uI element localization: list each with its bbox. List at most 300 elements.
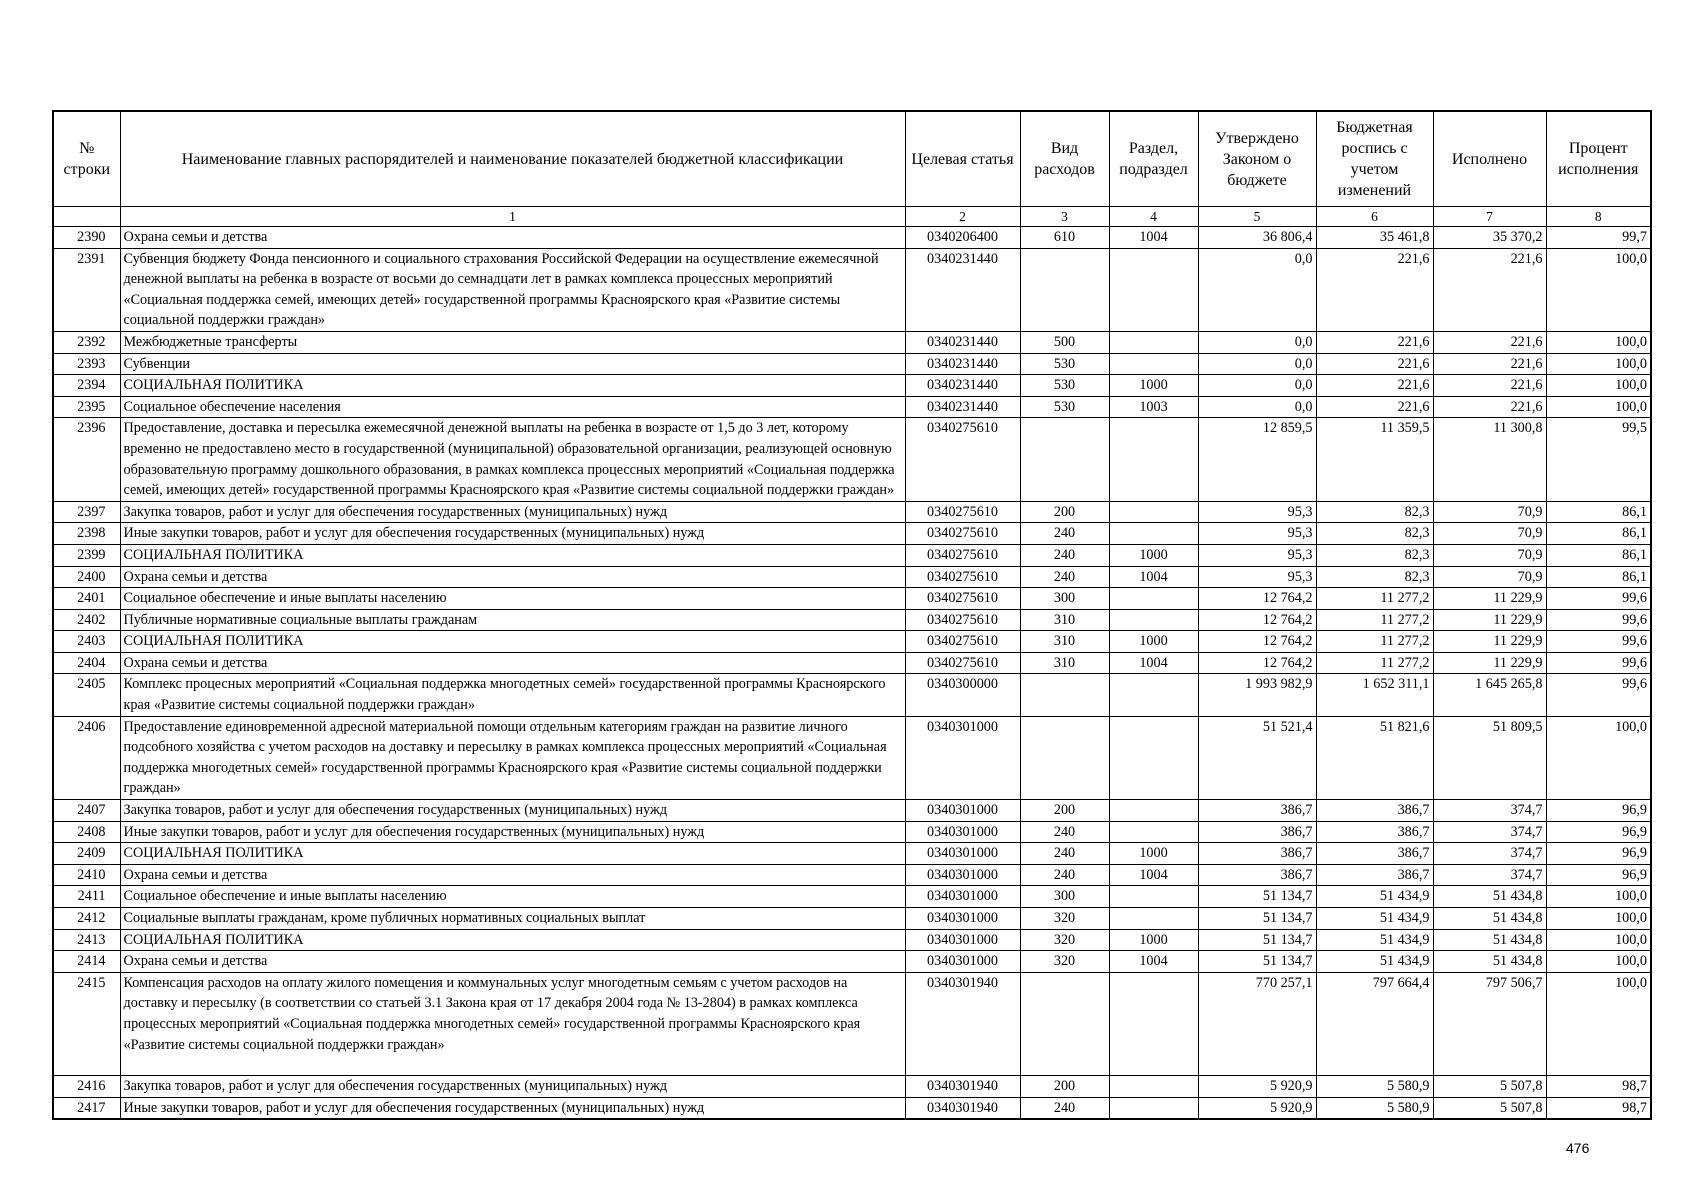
row-budget-schedule	[1316, 864, 1433, 886]
row-percent-text: 99,6	[1622, 590, 1647, 607]
row-executed-text: 374,7	[1510, 845, 1543, 862]
row-number	[53, 843, 120, 865]
row-approved	[1198, 843, 1316, 865]
row-target-article-text: 0340275610	[927, 503, 998, 520]
row-approved	[1198, 864, 1316, 886]
row-budget-schedule-text: 82,3	[1404, 546, 1430, 563]
row-executed-text: 70,9	[1517, 546, 1543, 563]
row-target-article-text: 0340231440	[927, 250, 998, 267]
row-approved-text: 12 859,5	[1262, 420, 1313, 437]
row-approved	[1198, 652, 1316, 674]
row-name-text: Охрана семьи и детства	[123, 654, 268, 671]
row-executed-text: 5 507,8	[1499, 1099, 1543, 1116]
row-number-text: 2417	[77, 1099, 106, 1116]
row-expense-type	[1020, 631, 1109, 653]
row-expense-type-text: 310	[1053, 633, 1076, 650]
row-executed-text: 221,6	[1510, 333, 1543, 350]
row-expense-type	[1020, 375, 1109, 397]
row-budget-schedule-text: 11 277,2	[1380, 654, 1430, 671]
row-name-text: Социальное обеспечение и иные выплаты населению	[123, 590, 447, 607]
row-budget-schedule-text: 5 580,9	[1386, 1099, 1430, 1116]
row-section	[1109, 843, 1198, 865]
row-percent	[1546, 227, 1651, 249]
row-percent	[1546, 353, 1651, 375]
row-executed	[1433, 716, 1546, 799]
column-number: 8	[1546, 207, 1651, 227]
row-approved	[1198, 716, 1316, 799]
row-expense-type	[1020, 674, 1109, 716]
row-number	[53, 908, 120, 930]
row-name	[120, 609, 905, 631]
row-executed-text: 374,7	[1510, 802, 1543, 819]
row-budget-schedule-text: 11 359,5	[1380, 420, 1430, 437]
row-target-article-text: 0340231440	[927, 377, 998, 394]
row-expense-type-text: 200	[1053, 802, 1076, 819]
row-executed	[1433, 951, 1546, 973]
row-approved-text: 386,7	[1280, 866, 1313, 883]
row-approved-text: 5 920,9	[1269, 1078, 1313, 1095]
row-budget-schedule-text: 386,7	[1397, 845, 1430, 862]
row-expense-type	[1020, 929, 1109, 951]
row-budget-schedule-text: 51 434,9	[1379, 910, 1430, 926]
row-section	[1109, 1076, 1198, 1098]
table-row	[53, 674, 1651, 716]
row-percent	[1546, 396, 1651, 418]
header-section: Раздел, подраздел	[1109, 111, 1198, 207]
row-expense-type	[1020, 396, 1109, 418]
row-executed-text: 5 507,8	[1499, 1078, 1543, 1095]
row-number	[53, 886, 120, 908]
header-row-number: № строки	[53, 111, 120, 207]
row-section	[1109, 609, 1198, 631]
table-row	[53, 396, 1651, 418]
table-row	[53, 248, 1651, 331]
row-target-article-text: 0340275610	[927, 525, 998, 542]
row-percent	[1546, 886, 1651, 908]
table-row	[53, 886, 1651, 908]
row-approved-text: 95,3	[1287, 546, 1313, 563]
row-executed	[1433, 396, 1546, 418]
row-number-text: 2399	[77, 546, 106, 563]
row-budget-schedule	[1316, 821, 1433, 843]
row-name	[120, 544, 905, 566]
row-name	[120, 501, 905, 523]
table-row	[53, 566, 1651, 588]
row-expense-type	[1020, 1076, 1109, 1098]
row-approved-text: 51 134,7	[1262, 953, 1313, 970]
row-name	[120, 588, 905, 610]
row-approved	[1198, 544, 1316, 566]
row-approved-text: 12 764,2	[1262, 611, 1313, 628]
row-expense-type	[1020, 418, 1109, 501]
row-target-article-text: 0340275610	[927, 590, 998, 607]
row-name	[120, 331, 905, 353]
row-expense-type	[1020, 523, 1109, 545]
row-target-article	[905, 523, 1020, 545]
row-percent	[1546, 418, 1651, 501]
row-approved	[1198, 331, 1316, 353]
row-approved	[1198, 248, 1316, 331]
row-number-text: 2416	[77, 1078, 106, 1095]
row-name-text: СОЦИАЛЬНАЯ ПОЛИТИКА	[123, 931, 304, 948]
row-percent	[1546, 674, 1651, 716]
row-approved	[1198, 396, 1316, 418]
row-approved	[1198, 821, 1316, 843]
row-percent	[1546, 566, 1651, 588]
row-budget-schedule	[1316, 544, 1433, 566]
row-executed	[1433, 674, 1546, 716]
row-executed-text: 11 229,9	[1493, 590, 1543, 607]
row-expense-type	[1020, 353, 1109, 375]
row-number-text: 2394	[77, 377, 106, 394]
row-target-article	[905, 375, 1020, 397]
row-budget-schedule-text: 11 277,2	[1380, 590, 1430, 607]
row-executed-text: 11 229,9	[1493, 654, 1543, 671]
table-row	[53, 588, 1651, 610]
column-number: 5	[1198, 207, 1316, 227]
row-number	[53, 544, 120, 566]
row-percent-text: 99,6	[1622, 611, 1647, 628]
row-expense-type	[1020, 652, 1109, 674]
row-section	[1109, 418, 1198, 501]
table-row	[53, 929, 1651, 951]
row-budget-schedule-text: 221,6	[1397, 333, 1430, 350]
row-expense-type-text: 310	[1053, 611, 1076, 628]
row-percent	[1546, 929, 1651, 951]
row-budget-schedule-text: 35 461,8	[1379, 229, 1430, 245]
row-target-article	[905, 821, 1020, 843]
row-target-article-text: 0340301000	[927, 910, 998, 926]
row-expense-type-text: 240	[1053, 1099, 1076, 1116]
row-executed-text: 374,7	[1510, 823, 1543, 840]
row-approved-text: 36 806,4	[1262, 229, 1313, 245]
row-approved	[1198, 609, 1316, 631]
row-approved	[1198, 1076, 1316, 1098]
row-percent	[1546, 800, 1651, 822]
row-target-article-text: 0340275610	[927, 420, 998, 437]
row-expense-type	[1020, 886, 1109, 908]
row-executed-text: 221,6	[1510, 377, 1543, 394]
row-section-text: 1000	[1139, 633, 1168, 650]
header-executed: Исполнено	[1433, 111, 1546, 207]
row-name-text: Иные закупки товаров, работ и услуг для обеспечения государственных (муниципальных) нужд	[123, 823, 705, 840]
row-name-text: СОЦИАЛЬНАЯ ПОЛИТИКА	[123, 377, 304, 394]
row-budget-schedule	[1316, 972, 1433, 1075]
row-approved-text: 12 764,2	[1262, 654, 1313, 671]
row-expense-type	[1020, 609, 1109, 631]
row-expense-type-text: 610	[1053, 229, 1076, 245]
row-name	[120, 631, 905, 653]
row-number-text: 2415	[77, 974, 106, 991]
row-number-text: 2393	[77, 355, 106, 372]
row-target-article	[905, 227, 1020, 249]
row-approved	[1198, 501, 1316, 523]
header-budget-schedule: Бюджетная роспись с учетом изменений	[1316, 111, 1433, 207]
row-section	[1109, 800, 1198, 822]
row-target-article-text: 0340301000	[927, 823, 998, 840]
table-row	[53, 523, 1651, 545]
row-name	[120, 566, 905, 588]
column-number: 2	[905, 207, 1020, 227]
row-percent	[1546, 609, 1651, 631]
row-percent-text: 100,0	[1615, 910, 1647, 926]
row-number-text: 2410	[77, 866, 106, 883]
row-percent	[1546, 716, 1651, 799]
row-target-article	[905, 972, 1020, 1075]
row-expense-type-text: 530	[1053, 377, 1076, 394]
row-executed	[1433, 523, 1546, 545]
column-number: 3	[1020, 207, 1109, 227]
row-approved	[1198, 674, 1316, 716]
row-percent-text: 100,0	[1615, 718, 1647, 735]
row-percent-text: 99,7	[1622, 229, 1647, 245]
row-executed	[1433, 501, 1546, 523]
row-approved-text: 12 764,2	[1262, 633, 1313, 650]
row-approved-text: 95,3	[1287, 525, 1313, 542]
row-section	[1109, 908, 1198, 930]
row-approved-text: 386,7	[1280, 802, 1313, 819]
row-budget-schedule-text: 5 580,9	[1386, 1078, 1430, 1095]
table-row	[53, 375, 1651, 397]
row-number	[53, 674, 120, 716]
row-target-article	[905, 908, 1020, 930]
header-name: Наименование главных распорядителей и наименование показателей бюджетной классификации	[120, 111, 905, 207]
row-section	[1109, 652, 1198, 674]
row-percent-text: 100,0	[1615, 974, 1647, 991]
row-percent	[1546, 821, 1651, 843]
row-budget-schedule	[1316, 375, 1433, 397]
row-approved	[1198, 418, 1316, 501]
row-number-text: 2403	[77, 633, 106, 650]
row-number-text: 2390	[77, 229, 106, 245]
row-name	[120, 1076, 905, 1098]
row-number	[53, 652, 120, 674]
row-number-text: 2411	[77, 888, 106, 905]
row-number-text: 2413	[77, 931, 106, 948]
table-row	[53, 864, 1651, 886]
row-percent	[1546, 523, 1651, 545]
row-budget-schedule-text: 51 821,6	[1379, 718, 1430, 735]
table-row	[53, 821, 1651, 843]
row-expense-type-text: 240	[1053, 823, 1076, 840]
row-name-text: Охрана семьи и детства	[123, 568, 268, 585]
row-target-article-text: 0340301000	[927, 802, 998, 819]
row-executed-text: 70,9	[1517, 568, 1543, 585]
row-number	[53, 353, 120, 375]
row-percent-text: 99,6	[1622, 633, 1647, 650]
row-expense-type	[1020, 908, 1109, 930]
row-target-article	[905, 652, 1020, 674]
row-budget-schedule-text: 386,7	[1397, 866, 1430, 883]
row-extra-space	[124, 1055, 903, 1075]
row-expense-type-text: 320	[1053, 953, 1076, 970]
row-executed	[1433, 375, 1546, 397]
row-number	[53, 523, 120, 545]
row-section	[1109, 716, 1198, 799]
table-row	[53, 227, 1651, 249]
row-number	[53, 864, 120, 886]
row-section-text: 1000	[1139, 546, 1168, 563]
row-name	[120, 652, 905, 674]
row-budget-schedule	[1316, 523, 1433, 545]
row-expense-type-text: 500	[1053, 333, 1076, 350]
row-name-text: СОЦИАЛЬНАЯ ПОЛИТИКА	[123, 546, 304, 563]
row-budget-schedule	[1316, 652, 1433, 674]
row-approved	[1198, 375, 1316, 397]
row-number	[53, 716, 120, 799]
row-target-article-text: 0340301940	[927, 1099, 998, 1116]
row-number-text: 2405	[77, 676, 106, 693]
row-target-article-text: 0340301000	[927, 953, 998, 970]
row-number	[53, 951, 120, 973]
header-expense-type: Вид расходов	[1020, 111, 1109, 207]
row-section	[1109, 501, 1198, 523]
row-number-text: 2412	[77, 910, 106, 926]
row-target-article	[905, 1076, 1020, 1098]
row-name	[120, 716, 905, 799]
row-approved	[1198, 1097, 1316, 1119]
row-section	[1109, 1097, 1198, 1119]
row-name	[120, 674, 905, 716]
row-approved-text: 770 257,1	[1255, 974, 1313, 991]
table-row	[53, 631, 1651, 653]
row-number	[53, 972, 120, 1075]
row-section	[1109, 674, 1198, 716]
row-budget-schedule	[1316, 331, 1433, 353]
table-row	[53, 609, 1651, 631]
row-budget-schedule	[1316, 588, 1433, 610]
row-target-article	[905, 864, 1020, 886]
row-target-article-text: 0340231440	[927, 333, 998, 350]
row-percent-text: 86,1	[1622, 503, 1647, 520]
row-name-text: Предоставление единовременной адресной материальной помощи отдельным категориям граждан на развитие личного подсобного хозяйства с учетом расходов на доставку и пересылку в рамках комплекса процессных мероприятий «Социальная поддержка многодетных семей» государственной программы Красноярского края «Развитие системы социальной поддержки граждан»	[123, 718, 887, 797]
row-expense-type	[1020, 716, 1109, 799]
table-row	[53, 331, 1651, 353]
row-target-article-text: 0340275610	[927, 568, 998, 585]
row-number-text: 2395	[77, 398, 106, 415]
row-number	[53, 609, 120, 631]
row-percent-text: 86,1	[1622, 525, 1647, 542]
row-number-text: 2392	[77, 333, 106, 350]
row-target-article	[905, 674, 1020, 716]
row-percent-text: 100,0	[1615, 333, 1647, 350]
row-percent	[1546, 972, 1651, 1075]
row-approved	[1198, 908, 1316, 930]
row-number	[53, 396, 120, 418]
row-percent	[1546, 1097, 1651, 1119]
table-row	[53, 501, 1651, 523]
row-name-text: Иные закупки товаров, работ и услуг для обеспечения государственных (муниципальных) нужд	[123, 1099, 705, 1116]
row-number	[53, 501, 120, 523]
column-number: 1	[120, 207, 905, 227]
row-section-text: 1004	[1139, 866, 1168, 883]
row-target-article-text: 0340231440	[927, 398, 998, 415]
row-number-text: 2397	[77, 503, 106, 520]
header-approved: Утверждено Законом о бюджете	[1198, 111, 1316, 207]
row-budget-schedule-text: 386,7	[1397, 823, 1430, 840]
row-budget-schedule	[1316, 631, 1433, 653]
row-name	[120, 396, 905, 418]
row-number-text: 2409	[77, 845, 106, 862]
row-name-text: Комплекс процесных мероприятий «Социальная поддержка многодетных семей» государственной программы Красноярского края «Развитие системы социальной поддержки граждан»	[123, 676, 886, 714]
row-percent-text: 86,1	[1622, 546, 1647, 563]
row-budget-schedule-text: 51 434,9	[1379, 931, 1430, 948]
table-row	[53, 1076, 1651, 1098]
row-name	[120, 821, 905, 843]
row-executed	[1433, 652, 1546, 674]
row-section	[1109, 544, 1198, 566]
row-approved-text: 51 134,7	[1262, 910, 1313, 926]
row-section	[1109, 248, 1198, 331]
row-number-text: 2402	[77, 611, 106, 628]
row-section	[1109, 972, 1198, 1075]
row-percent-text: 99,6	[1622, 654, 1647, 671]
row-section	[1109, 375, 1198, 397]
row-executed	[1433, 227, 1546, 249]
row-target-article-text: 0340300000	[927, 676, 998, 693]
row-percent	[1546, 631, 1651, 653]
row-section	[1109, 864, 1198, 886]
row-percent-text: 99,6	[1622, 676, 1647, 693]
row-name-text: Охрана семьи и детства	[123, 229, 268, 245]
row-target-article-text: 0340275610	[927, 546, 998, 563]
row-approved-text: 12 764,2	[1262, 590, 1313, 607]
row-expense-type	[1020, 566, 1109, 588]
row-expense-type	[1020, 843, 1109, 865]
row-budget-schedule	[1316, 908, 1433, 930]
row-target-article	[905, 631, 1020, 653]
row-percent-text: 100,0	[1615, 931, 1647, 948]
row-approved-text: 51 134,7	[1262, 931, 1313, 948]
row-number	[53, 1097, 120, 1119]
table-row	[53, 652, 1651, 674]
row-number	[53, 929, 120, 951]
row-approved-text: 386,7	[1280, 823, 1313, 840]
row-target-article	[905, 396, 1020, 418]
row-executed	[1433, 821, 1546, 843]
row-percent	[1546, 331, 1651, 353]
row-percent-text: 98,7	[1622, 1078, 1647, 1095]
row-executed-text: 221,6	[1510, 398, 1543, 415]
row-number-text: 2398	[77, 525, 106, 542]
row-executed	[1433, 843, 1546, 865]
row-executed	[1433, 929, 1546, 951]
table-row	[53, 716, 1651, 799]
row-approved-text: 0,0	[1294, 355, 1313, 372]
table-row	[53, 951, 1651, 973]
row-budget-schedule	[1316, 248, 1433, 331]
row-name-text: Охрана семьи и детства	[123, 953, 268, 970]
table-row	[53, 843, 1651, 865]
row-number-text: 2408	[77, 823, 106, 840]
row-expense-type-text: 240	[1053, 568, 1076, 585]
row-approved-text: 95,3	[1287, 503, 1313, 520]
row-target-article	[905, 886, 1020, 908]
row-approved	[1198, 951, 1316, 973]
row-number-text: 2406	[77, 718, 106, 735]
row-name	[120, 375, 905, 397]
row-name	[120, 523, 905, 545]
column-number: 4	[1109, 207, 1198, 227]
row-approved	[1198, 886, 1316, 908]
row-target-article	[905, 588, 1020, 610]
row-executed	[1433, 972, 1546, 1075]
row-section	[1109, 951, 1198, 973]
table-body	[53, 227, 1651, 1120]
row-approved	[1198, 588, 1316, 610]
row-executed-text: 374,7	[1510, 866, 1543, 883]
row-executed	[1433, 631, 1546, 653]
